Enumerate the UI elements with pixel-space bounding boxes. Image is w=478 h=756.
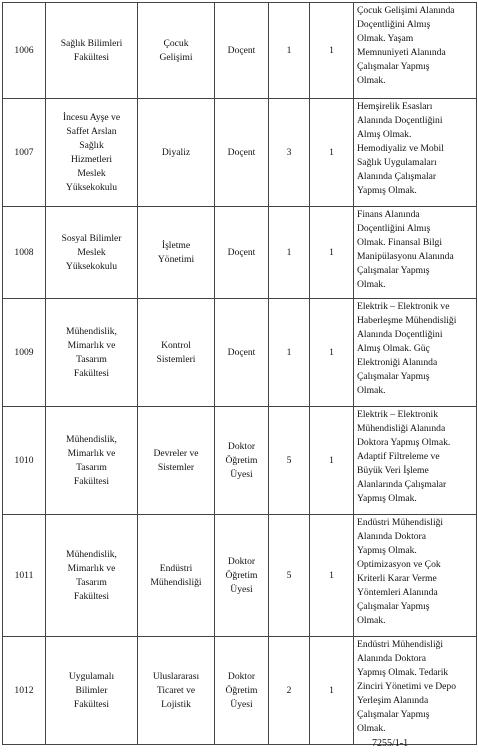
cell-unit: Mühendislik, Mimarlık ve Tasarım Fakültesi [46, 515, 138, 637]
cell-no: 1012 [3, 637, 46, 745]
cell-count: 1 [269, 207, 310, 299]
cell-unit: Sosyal Bilimler Meslek Yüksekokulu [46, 207, 138, 299]
table-row [3, 99, 477, 207]
cell-department: Kontrol Sistemleri [138, 299, 215, 407]
cell-count-2: 1 [310, 515, 354, 637]
cell-unit: Sağlık Bilimleri Fakültesi [46, 3, 138, 99]
cell-unit: Mühendislik, Mimarlık ve Tasarım Fakültesi [46, 407, 138, 515]
cell-no: 1009 [3, 299, 46, 407]
page-footer-code: 7255/1-1 [372, 738, 409, 749]
cell-count: 1 [269, 299, 310, 407]
cell-title: Doktor Öğretim Üyesi [215, 407, 269, 515]
cell-requirements: Elektrik – Elektronik Mühendisliği Alanında Doktora Yapmış Olmak. Adaptif Filtreleme ve Büyük Veri İşleme Alanlarında Çalışmalar Yapmış Olmak. [354, 407, 477, 515]
cell-requirements: Endüstri Mühendisliği Alanında Doktora Yapmış Olmak. Optimizasyon ve Çok Kriterli Karar Verme Yöntemleri Alanında Çalışmalar Yapmış Olmak. [354, 515, 477, 637]
cell-department: İşletme Yönetimi [138, 207, 215, 299]
cell-count: 3 [269, 99, 310, 207]
cell-no: 1007 [3, 99, 46, 207]
table-row [3, 407, 477, 515]
cell-title: Doçent [215, 207, 269, 299]
cell-unit: İncesu Ayşe ve Saffet Arslan Sağlık Hizmetleri Meslek Yüksekokulu [46, 99, 138, 207]
cell-count-2: 1 [310, 637, 354, 745]
cell-count: 5 [269, 407, 310, 515]
cell-department: Devreler ve Sistemler [138, 407, 215, 515]
cell-count-2: 1 [310, 299, 354, 407]
cell-count: 5 [269, 515, 310, 637]
cell-count: 2 [269, 637, 310, 745]
cell-requirements: Çocuk Gelişimi Alanında Doçentliğini Almış Olmak. Yaşam Memnuniyeti Alanında Çalışmalar Yapmış Olmak. [354, 3, 477, 99]
table-row [3, 207, 477, 299]
cell-no: 1006 [3, 3, 46, 99]
cell-title: Doçent [215, 3, 269, 99]
table-row [3, 299, 477, 407]
cell-requirements: Elektrik – Elektronik ve Haberleşme Mühendisliği Alanında Doçentliğini Almış Olmak. Güç Elektroniği Alanında Çalışmalar Yapmış Olmak. [354, 299, 477, 407]
cell-unit: Uygulamalı Bilimler Fakültesi [46, 637, 138, 745]
cell-no: 1008 [3, 207, 46, 299]
cell-title: Doktor Öğretim Üyesi [215, 515, 269, 637]
cell-count-2: 1 [310, 207, 354, 299]
cell-requirements: Finans Alanında Doçentliğini Almış Olmak. Finansal Bilgi Manipülasyonu Alanında Çalışmalar Yapmış Olmak. [354, 207, 477, 299]
cell-count-2: 1 [310, 3, 354, 99]
cell-count-2: 1 [310, 407, 354, 515]
cell-count: 1 [269, 3, 310, 99]
cell-department: Endüstri Mühendisliği [138, 515, 215, 637]
cell-department: Çocuk Gelişimi [138, 3, 215, 99]
cell-requirements: Endüstri Mühendisliği Alanında Doktora Yapmış Olmak. Tedarik Zinciri Yönetimi ve Depo Yerleşim Alanında Çalışmalar Yapmış Olmak. [354, 637, 477, 745]
table-row [3, 3, 477, 99]
table-row [3, 637, 477, 745]
cell-requirements: Hemşirelik Esasları Alanında Doçentliğini Almış Olmak. Hemodiyaliz ve Mobil Sağlık Uygulamaları Alanında Çalışmalar Yapmış Olmak. [354, 99, 477, 207]
table-row [3, 515, 477, 637]
cell-title: Doçent [215, 99, 269, 207]
cell-unit: Mühendislik, Mimarlık ve Tasarım Fakültesi [46, 299, 138, 407]
positions-table [2, 2, 477, 745]
cell-count-2: 1 [310, 99, 354, 207]
cell-department: Diyaliz [138, 99, 215, 207]
cell-no: 1011 [3, 515, 46, 637]
cell-department: Uluslararası Ticaret ve Lojistik [138, 637, 215, 745]
cell-title: Doktor Öğretim Üyesi [215, 637, 269, 745]
cell-title: Doçent [215, 299, 269, 407]
cell-no: 1010 [3, 407, 46, 515]
